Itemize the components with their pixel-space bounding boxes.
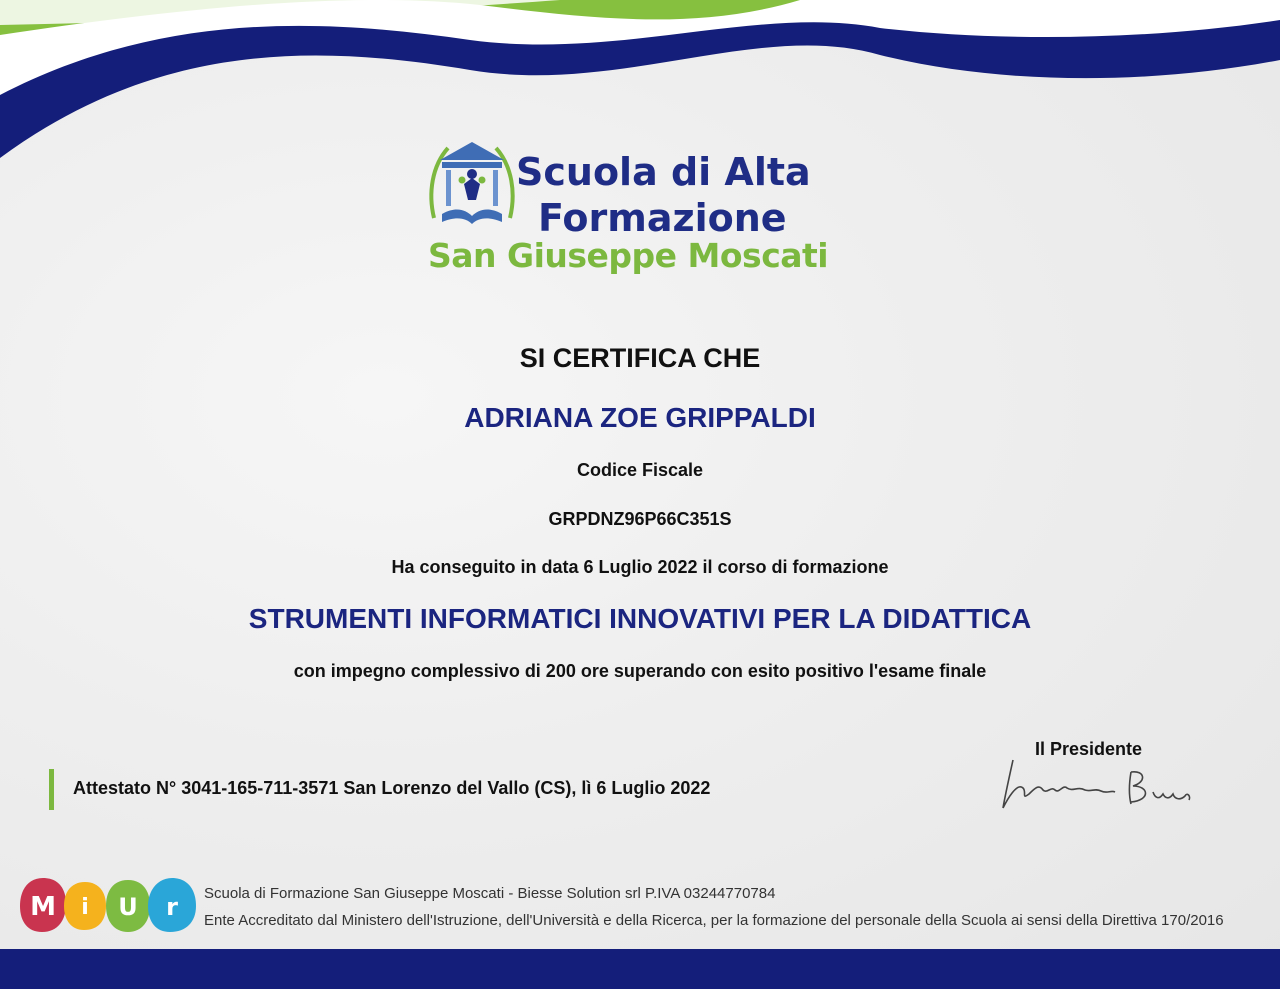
footer-accreditation-info: Ente Accreditato dal Ministero dell'Istruzione, dell'Università e della Ricerca, per la formazione del personale della Scuola ai sensi della Direttiva 170/2016 <box>204 912 1224 929</box>
miur-letter-m: M <box>30 892 56 922</box>
footer-school-info: Scuola di Formazione San Giuseppe Moscati - Biesse Solution srl P.IVA 03244770784 <box>204 885 776 902</box>
codice-fiscale-value: GRPDNZ96P66C351S <box>548 509 732 529</box>
miur-letter-u: U <box>118 893 138 921</box>
recipient-name: ADRIANA ZOE GRIPPALDI <box>464 402 816 433</box>
miur-letter-i: i <box>81 895 89 920</box>
course-hours-text: con impegno complessivo di 200 ore superando con esito positivo l'esame finale <box>293 661 987 681</box>
logo-text-line2: Formazione <box>538 196 787 240</box>
course-title: STRUMENTI INFORMATICI INNOVATIVI PER LA DIDATTICA <box>248 603 1032 634</box>
miur-logo <box>18 876 198 936</box>
bottom-navy-band <box>0 949 1280 989</box>
presidente-label: Il Presidente <box>1035 739 1143 759</box>
codice-fiscale-label: Codice Fiscale <box>576 460 704 480</box>
president-signature <box>995 748 1195 818</box>
attestato-accent-bar <box>49 769 54 810</box>
completion-date-text: Ha conseguito in data 6 Luglio 2022 il corso di formazione <box>391 557 889 577</box>
logo-text-line1: Scuola di Alta <box>516 150 811 194</box>
school-logo <box>426 138 829 278</box>
logo-text-line3: San Giuseppe Moscati <box>428 236 829 275</box>
school-emblem-icon <box>426 138 518 234</box>
miur-letter-r: r <box>166 893 178 921</box>
attestato-number-line: Attestato N° 3041-165-711-3571 San Lorenzo del Vallo (CS), lì 6 Luglio 2022 <box>73 778 711 798</box>
certificate-heading: SI CERTIFICA CHE <box>519 343 761 373</box>
